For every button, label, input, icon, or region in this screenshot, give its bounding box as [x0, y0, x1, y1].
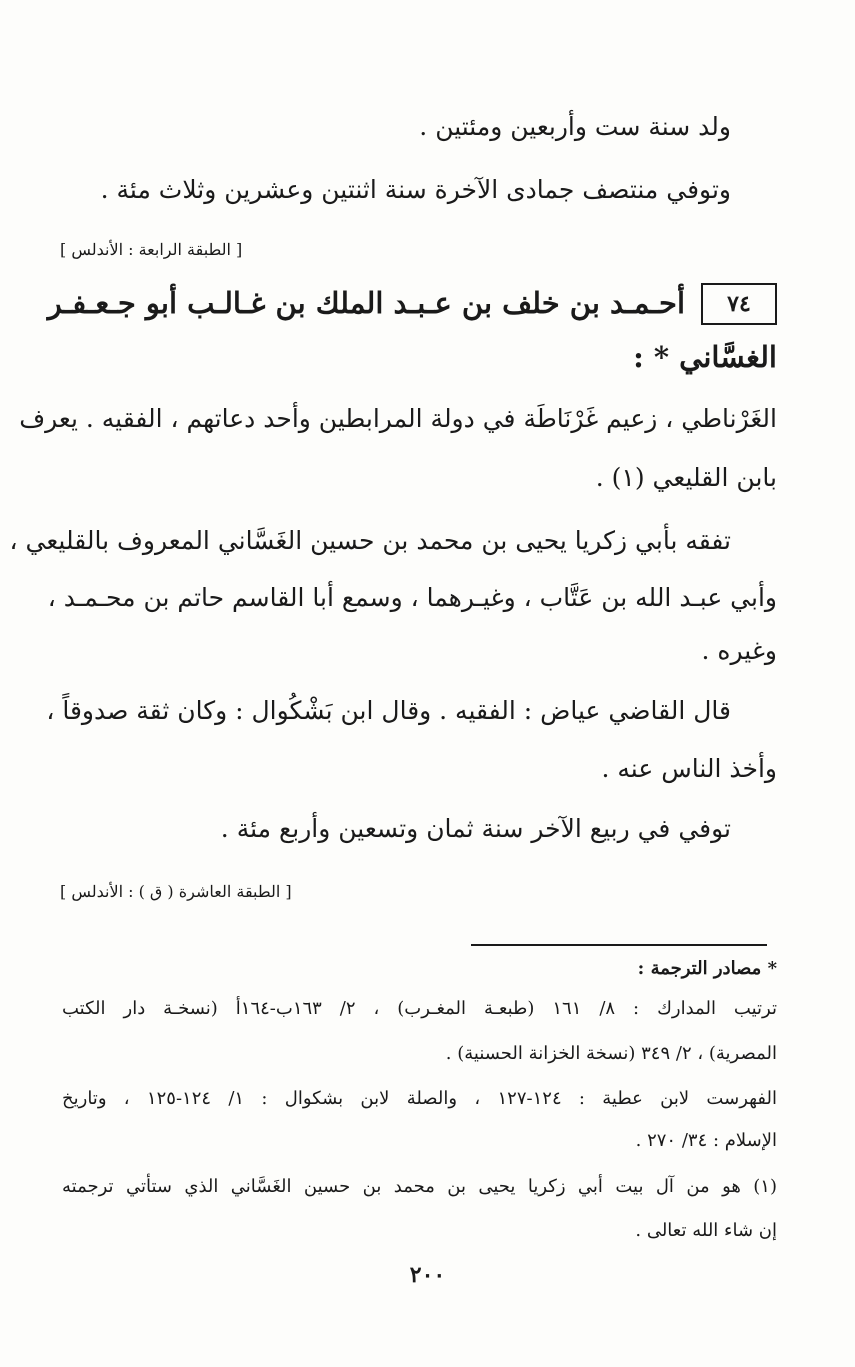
- text-line: وأبي عبـد الله بن عَتَّاب ، وغيـرهما ، وسمع أبا القاسم حاتم بن محـمـد ،: [47, 583, 777, 612]
- page-number: ٢٠٠: [409, 1262, 446, 1288]
- text-line: ولد سنة ست وأربعين ومئتين .: [419, 112, 731, 141]
- entry-number-box: ٧٤: [701, 283, 777, 325]
- text-line: بابن القليعي (١) .: [595, 463, 777, 492]
- footnote-separator: [471, 944, 767, 946]
- text-line: الغَرْناطي ، زعيم غَرْنَاطَة في دولة المرابطين وأحد دعاتهم ، الفقيه . يعرف: [19, 404, 777, 433]
- footnote-line: (١) هو من آل بيت أبي زكريا يحيى بن محمد بن حسين الغَسَّاني الذي ستأتي ترجمته: [62, 1176, 777, 1197]
- text-line: وغيره .: [701, 636, 777, 665]
- entry-heading-continued: الغسَّاني * :: [633, 340, 777, 374]
- text-line: وأخذ الناس عنه .: [601, 754, 777, 783]
- text-line: توفي في ربيع الآخر سنة ثمان وتسعين وأربع مئة .: [220, 814, 731, 843]
- generation-tag: [ الطبقة الرابعة : الأندلس ]: [60, 240, 243, 259]
- text-line: قال القاضي عياض : الفقيه . وقال ابن بَشْكُوال : وكان ثقة صدوقاً ،: [46, 696, 731, 725]
- footnote-line: الفهرست لابن عطية : ١٢٤-١٢٧ ، والصلة لابن بشكوال : ١/ ١٢٤-١٢٥ ، وتاريخ: [62, 1088, 778, 1109]
- generation-tag: [ الطبقة العاشرة ( ق ) : الأندلس ]: [60, 882, 292, 901]
- entry-heading: أحـمـد بن خلف بن عـبـد الملك بن غـالـب أبو جـعـفـر: [47, 286, 685, 320]
- text-line: وتوفي منتصف جمادى الآخرة سنة اثنتين وعشرين وثلاث مئة .: [100, 175, 731, 204]
- sources-title: * مصادر الترجمة :: [637, 958, 777, 979]
- footnote-line: الإسلام : ٣٤/ ٢٧٠ .: [635, 1130, 777, 1151]
- footnote-line: المصرية) ، ٢/ ٣٤٩ (نسخة الخزانة الحسنية) .: [445, 1043, 777, 1064]
- text-line: تفقه بأبي زكريا يحيى بن محمد بن حسين الغَسَّاني المعروف بالقليعي ،: [9, 526, 731, 555]
- footnote-line: ترتيب المدارك : ٨/ ١٦١ (طبعـة المغـرب) ، ٢/ ١٦٣ب-١٦٤أ (نسخـة دار الكتب: [62, 998, 777, 1019]
- footnote-line: إن شاء الله تعالى .: [635, 1220, 777, 1241]
